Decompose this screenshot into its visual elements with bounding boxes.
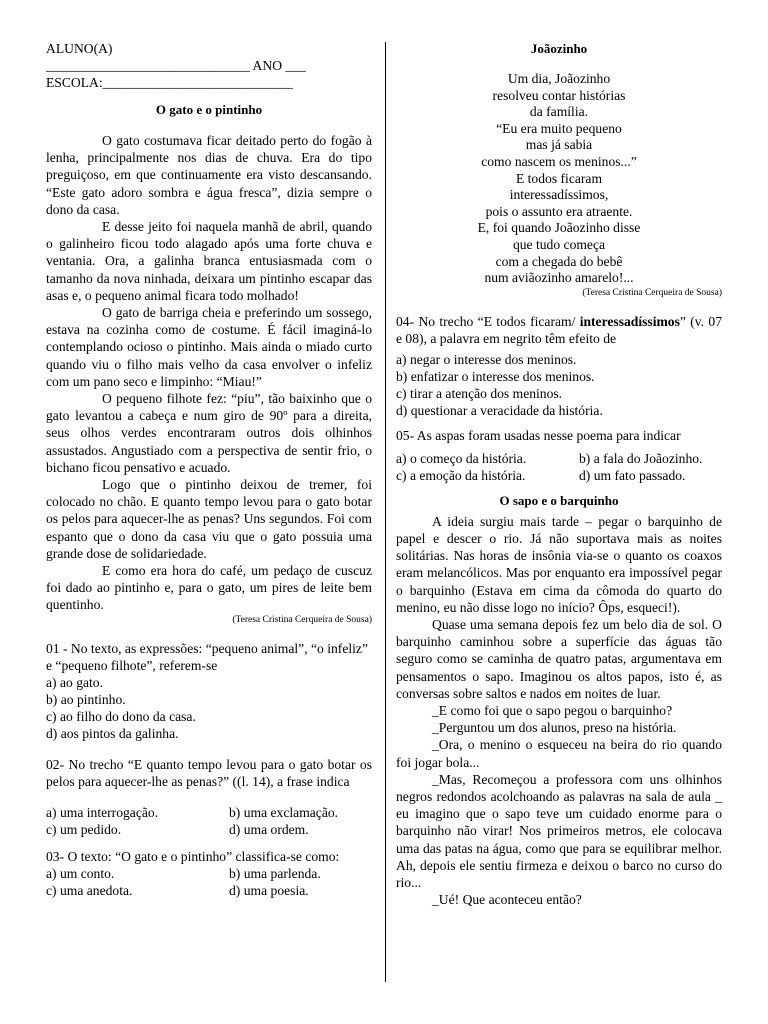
question-03	[46, 848, 372, 899]
question-stem-bold-word: interessadíssimos	[579, 313, 680, 329]
story2-paragraph: _Ora, o menino o esqueceu na beira do rio quando foi jogar bola...	[396, 737, 722, 770]
answer-option[interactable]: c) um pedido.	[46, 821, 122, 837]
story2-paragraph: Quase uma semana depois fez um belo dia de sol. O barquinho caminhou sobre a superfície das águas tão seguro como se caminha de quatro patas, argumentava em pensamentos o sapo. Imaginou os altos papos, isto é, as conversas sobre saltos e nados em noites de luar.	[396, 616, 722, 701]
story1-paragraph: E desse jeito foi naquela manhã de abril, quando o galinheiro ficou todo alagado após uma forte chuva e ventania. Ora, a galinha branca entusiasmada com o tamanho da nova ninhada, deixara um pintinho escapar das asas e, o pequeno animal ficara todo molhado!	[46, 219, 372, 303]
answer-option[interactable]: a) uma interrogação.	[46, 804, 159, 820]
question-04	[396, 313, 722, 419]
question-stem: 01 - No texto, as expressões: “pequeno animal”, “o infeliz” e “pequeno filhote”, referem-se	[46, 640, 368, 673]
poem-verse: resolveu contar histórias	[492, 87, 626, 103]
student-name-label: ALUNO(A)	[46, 41, 113, 56]
story1-paragraph: O gato costumava ficar deitado perto do fogão à lenha, principalmente nos dias de chuva. Era do tipo preguiçoso, em que continuamente era visto descansando. “Este gato adoro sombra e água fresca”, dizia sempre o dono da casa.	[46, 133, 372, 217]
answer-options-grid	[396, 450, 722, 484]
question-stem: 05- As aspas foram usadas nesse poema para indicar	[396, 427, 681, 443]
story2-paragraph: _E como foi que o sapo pegou o barquinho?	[432, 702, 673, 718]
story1-text	[46, 132, 372, 614]
answer-option[interactable]: b) uma exclamação.	[229, 804, 339, 820]
answer-option[interactable]: b) ao pintinho.	[46, 691, 126, 707]
left-column	[46, 40, 372, 899]
question-stem-start: 04- No trecho “E todos ficaram/	[396, 313, 580, 329]
poem-verses	[396, 71, 722, 287]
poem-verse: como nascem os meninos...”	[481, 153, 637, 169]
student-name-line-and-year: ______________________________ ANO ___	[46, 58, 306, 73]
answer-option[interactable]: d) uma poesia.	[229, 882, 309, 898]
story2-paragraph: _Mas, Recomeçou a professora com uns olhinhos negros redondos acolchoando as palavras na sala de aula _ eu imagino que o sapo teve um cuidado enorme para o barquinho não virar! Nos primeiros metros, ele colocava uma das patas na água, como que para se equilibrar melhor. Ah, depois ele sentiu firmeza e deixou o barco no curso do rio...	[396, 771, 722, 890]
question-05	[396, 427, 722, 484]
question-stem: 02- No trecho “E quanto tempo levou para o gato botar os pelos para aquecer-lhe as penas?” ((l. 14), a frase indica	[46, 756, 372, 789]
story2-title: O sapo e o barquinho	[499, 492, 619, 508]
answer-option[interactable]: d) questionar a veracidade da história.	[396, 402, 603, 418]
answer-option[interactable]: c) a emoção da história.	[396, 467, 526, 483]
poem-source: (Teresa Cristina Cerqueira de Sousa)	[582, 287, 722, 298]
story2-text	[396, 513, 722, 909]
poem-verse: da família.	[529, 104, 589, 120]
question-02	[46, 756, 372, 838]
story1-paragraph: O pequeno filhote fez: “piu”, tão baixinho que o gato levantou a cabeça e num giro de 90º para a direita, seus olhos verdes encontraram outros dois olhinhos assustados. Angustiado com a perspectiva de sentir frio, o bichano ficou pensativo e acuado.	[46, 391, 372, 475]
answer-option[interactable]: c) ao filho do dono da casa.	[46, 708, 196, 724]
story1-paragraph: O gato de barriga cheia e preferindo um sossego, estava na cozinha como de costume. É fácil imaginá-lo contemplando ocioso o pintinho. Mais ainda o miado curto quando viu o filho mais velho da casa envolver o infeliz com um pano seco e limpinho: “Miau!”	[46, 305, 372, 389]
answer-option[interactable]: a) ao gato.	[46, 674, 103, 690]
poem-verse: E, foi quando Joãozinho disse	[477, 220, 641, 236]
story1-source: (Teresa Cristina Cerqueira de Sousa)	[232, 614, 372, 625]
poem-verse: que tudo começa	[512, 236, 606, 252]
answer-option[interactable]: a) o começo da história.	[396, 450, 527, 466]
poem-verse: interessadíssimos,	[509, 187, 609, 203]
poem-verse: E todos ficaram	[515, 170, 603, 186]
poem-verse: Um dia, Joãozinho	[507, 71, 611, 86]
poem-title: Joãozinho	[530, 41, 588, 56]
answer-option[interactable]: b) enfatizar o interesse dos meninos.	[396, 368, 595, 384]
right-column	[396, 40, 722, 908]
poem-verse: com a chegada do bebê	[495, 253, 623, 269]
story2-paragraph: _Perguntou um dos alunos, preso na história.	[432, 720, 677, 736]
story1-paragraph: E como era hora do café, um pedaço de cuscuz foi dado ao pintinho e, para o gato, um pires de leite bem quentinho.	[46, 563, 372, 613]
poem-verse: num aviãozinho amarelo!...	[484, 270, 634, 286]
question-stem: 03- O texto: “O gato e o pintinho” classifica-se como:	[46, 848, 340, 864]
answer-option[interactable]: a) negar o interesse dos meninos.	[396, 351, 577, 367]
answer-options-grid	[46, 804, 372, 838]
answer-option[interactable]: d) um fato passado.	[579, 467, 686, 483]
answer-option[interactable]: d) aos pintos da galinha.	[46, 725, 179, 741]
question-stem-end: ” (v. 07 e 08), a palavra em negrito têm efeito de	[396, 313, 722, 346]
poem-verse: “Eu era muito pequeno	[496, 120, 622, 136]
answer-option[interactable]: c) uma anedota.	[46, 882, 133, 898]
story1-title: O gato e o pintinho	[155, 102, 263, 117]
column-divider	[385, 42, 386, 982]
answer-option[interactable]: d) uma ordem.	[229, 821, 309, 837]
answer-options-grid	[46, 865, 372, 899]
question-stem	[396, 313, 722, 347]
answer-option[interactable]: b) uma parlenda.	[229, 865, 321, 881]
answer-option[interactable]: a) um conto.	[46, 865, 115, 881]
school-label: ESCOLA:____________________________	[46, 75, 293, 90]
answer-option[interactable]: b) a fala do Joãozinho.	[579, 450, 703, 466]
question-01	[46, 640, 372, 742]
story1-paragraph: Logo que o pintinho deixou de tremer, foi colocado no chão. E quanto tempo levou para o gato botar os pelos para aquecer-lhe as penas? Uns segundos. Foi com espanto que o dono da casa viu que o gato possuia uma grande dose de solidariedade.	[46, 477, 372, 561]
poem-verse: pois o assunto era atraente.	[485, 203, 633, 219]
answer-option[interactable]: c) tirar a atenção dos meninos.	[396, 385, 563, 401]
poem-verse: mas já sabia	[525, 137, 593, 153]
story2-paragraph: _Ué! Que aconteceu então?	[432, 892, 582, 908]
story2-paragraph: A ideia surgiu mais tarde – pegar o barquinho de papel e descer o rio. Já não suportava mais as noites solitárias. Nas horas de insônia via-se o quanto os coaxos eram melancólicos. Mas por enquanto era impossível pegar o barquinho (Estava em cima da cômoda do quarto do menino, eu não disse logo no início? Ôps, esqueci!).	[396, 513, 722, 615]
